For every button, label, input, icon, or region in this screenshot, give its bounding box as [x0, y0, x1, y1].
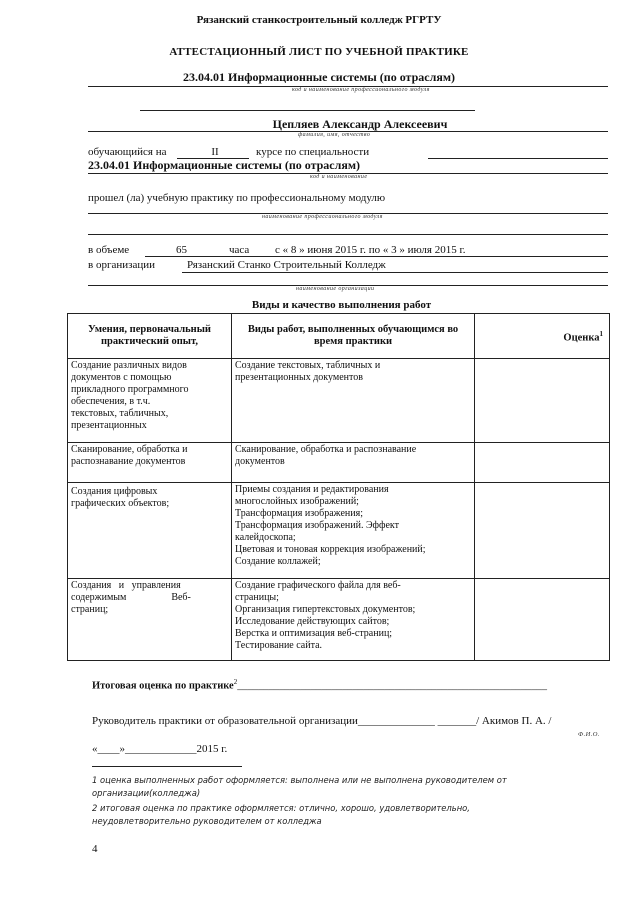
table-row — [68, 579, 610, 661]
row1-skill-line: документов с помощью — [71, 372, 172, 383]
footnote-2-line: неудовлетворительно руководителем от колледжа — [92, 816, 322, 826]
row1-skill-line: текстовых, табличных, — [71, 408, 169, 419]
row1-skill-line: презентационных — [71, 420, 147, 431]
header-skills: Умения, первоначальный практический опыт, — [68, 314, 232, 359]
row4-skill — [68, 579, 232, 661]
row4-works — [232, 579, 475, 661]
name-caption: фамилия, имя, отчество — [298, 132, 371, 138]
document-title: АТТЕСТАЦИОННЫЙ ЛИСТ ПО УЧЕБНОЙ ПРАКТИКЕ — [169, 46, 469, 58]
dates-value: с « 8 » июня 2015 г. по « 3 » июля 2015 г. — [275, 244, 466, 256]
study-suffix: курсе по специальности — [256, 146, 370, 158]
student-name: Цепляев Александр Алексеевич — [272, 117, 448, 131]
header-grade — [475, 314, 610, 359]
row3-works-line: Создание коллажей; — [235, 556, 321, 567]
module-code: 23.04.01 Информационные системы (по отраслям) — [182, 70, 455, 84]
row1-works — [232, 359, 475, 443]
row4-grade[interactable] — [475, 579, 610, 661]
row1-works-line: презентационных документов — [235, 372, 363, 383]
footnote-1 — [92, 774, 507, 800]
final-grade-blank[interactable]: ___________________________________________________________ — [237, 680, 547, 692]
row1-skill-line: обеспечения, в т.ч. — [71, 396, 151, 407]
specialty-value: 23.04.01 Информационные системы (по отраслям) — [88, 158, 361, 172]
org-caption: наименование организации — [296, 286, 375, 292]
header-works: Виды работ, выполненных обучающимся во время практики — [232, 314, 475, 359]
row4-works-line: Исследование действующих сайтов; — [235, 616, 390, 627]
supervisor-caption: Ф.И.О. — [578, 731, 600, 738]
volume-label: в объеме — [88, 244, 130, 256]
table-row — [68, 483, 610, 579]
blank-module-line — [88, 234, 608, 235]
specialty-blank-line — [428, 158, 608, 159]
hours-label: часа — [229, 244, 250, 256]
row1-skill-line: Создание различных видов — [71, 360, 187, 371]
row3-works-line: Трансформация изображения; — [235, 508, 363, 519]
table-row — [68, 443, 610, 483]
row2-skill-line: распознавание документов — [71, 456, 186, 467]
final-grade-sup: 2 — [233, 678, 238, 686]
row4-works-line: Тестирование сайта. — [235, 640, 323, 651]
hours-value: 65 — [176, 244, 187, 256]
works-table — [67, 313, 610, 661]
row1-skill — [68, 359, 232, 443]
row1-skill-line: прикладного программного — [71, 384, 189, 395]
table-header-row — [68, 314, 610, 359]
row4-works-line: страницы; — [235, 592, 279, 603]
page-number: 4 — [92, 843, 98, 855]
row4-works-line: Верстка и оптимизация веб-страниц; — [235, 628, 393, 639]
row3-works-line: Цветовая и тоновая коррекция изображений; — [235, 544, 426, 555]
footnote-separator — [92, 766, 242, 767]
row3-works — [232, 483, 475, 579]
passed-caption: наименование профессионального модуля — [262, 214, 383, 220]
header-grade-label: Оценка — [563, 332, 600, 344]
module-caption: код и наименование профессионального модуля — [292, 87, 430, 93]
supervisor-line: Руководитель практики от образовательной организации______________ _______/ Акимов П. А. / — [92, 715, 552, 727]
final-grade — [92, 678, 547, 692]
supervisor-date[interactable]: «____»_____________2015 г. — [92, 743, 228, 755]
passed-text: прошел (ла) учебную практику по профессиональному модулю — [88, 192, 386, 204]
row1-works-line: Создание текстовых, табличных и — [235, 360, 381, 371]
row2-works-line: документов — [235, 456, 285, 467]
row1-grade[interactable] — [475, 359, 610, 443]
specialty-caption: код и наименование — [310, 174, 368, 180]
footnote-2-line: 2 итоговая оценка по практике оформляется: отлично, хорошо, удовлетворительно, — [92, 803, 470, 813]
row2-skill — [68, 443, 232, 483]
row2-works — [232, 443, 475, 483]
pre-name-line — [140, 110, 475, 111]
row3-grade[interactable] — [475, 483, 610, 579]
row4-works-line: Создание графического файла для веб- — [235, 580, 401, 591]
row3-works-line: Приемы создания и редактирования — [235, 484, 389, 495]
org-label: в организации — [88, 259, 155, 271]
row3-skill — [68, 483, 232, 579]
footnote-1-line: 1 оценка выполненных работ оформляется: выполнена или не выполнена руководителем от — [92, 775, 507, 785]
org-underline — [182, 272, 608, 273]
course-value: II — [211, 146, 219, 158]
row4-works-line: Организация гипертекстовых документов; — [235, 604, 416, 615]
table-row — [68, 359, 610, 443]
row2-grade[interactable] — [475, 443, 610, 483]
table-title: Виды и качество выполнения работ — [251, 299, 432, 311]
row3-skill-line: графических объектов; — [71, 498, 170, 509]
final-grade-label: Итоговая оценка по практике — [92, 680, 234, 692]
volume-underline — [145, 256, 608, 257]
footnote-1-line: организации(колледжа) — [92, 788, 201, 798]
college-name: Рязанский станкостроительный колледж РГРТУ — [196, 14, 442, 26]
header-grade-sup: 1 — [599, 329, 603, 338]
row4-skill-line: содержимым Веб- — [71, 592, 191, 603]
row3-works-line: Трансформация изображений. Эффект — [235, 520, 399, 531]
row4-skill-line: страниц; — [71, 604, 109, 615]
study-prefix: обучающийся на — [88, 146, 167, 158]
row3-works-line: многослойных изображений; — [235, 496, 359, 507]
row3-skill-line: Создания цифровых — [71, 486, 158, 497]
row2-skill-line: Сканирование, обработка и — [71, 444, 188, 455]
row2-works-line: Сканирование, обработка и распознавание — [235, 444, 417, 455]
org-value: Рязанский Станко Строительный Колледж — [187, 259, 386, 271]
row3-works-line: калейдоскопа; — [235, 532, 296, 543]
footnote-2 — [92, 802, 470, 828]
row4-skill-line: Создания и управления — [71, 580, 181, 591]
